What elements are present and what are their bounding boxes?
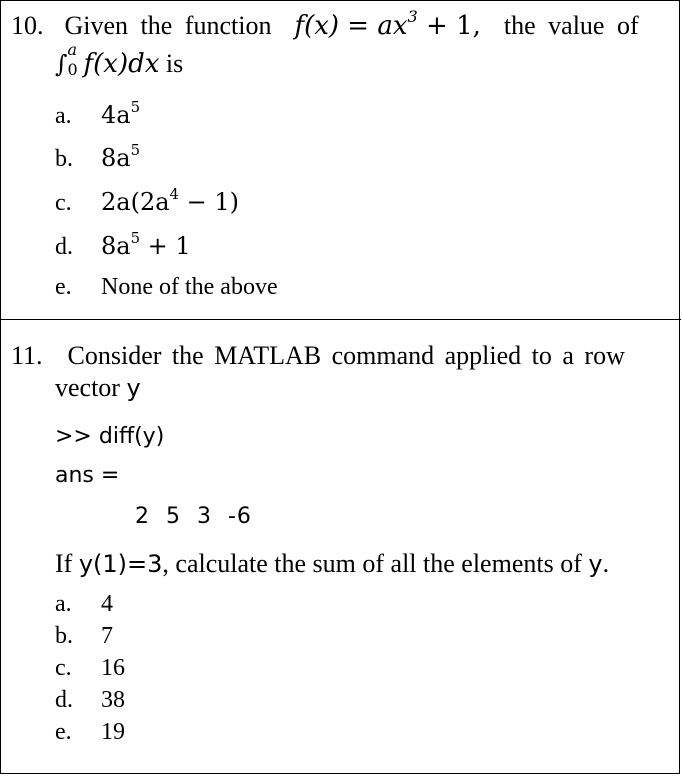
matlab-ans-label: ans = (55, 463, 120, 488)
q10-lead: Given the function (64, 11, 272, 40)
matlab-ans-values: 2 5 3 -6 (135, 504, 252, 529)
q10-option-c[interactable]: c. $2a(2a^4 - 1)$ (55, 184, 239, 216)
q11-number: 11. (11, 341, 43, 370)
q11-line2: vector y (55, 373, 141, 402)
q11-option-d[interactable]: d. 38 (55, 687, 125, 713)
q10-option-b[interactable]: b. $8a^5$ (55, 140, 141, 172)
q10-is: is (165, 49, 184, 78)
q11-title-line (11, 341, 625, 371)
q11-vector-var: y (126, 374, 141, 402)
q10-trail: the value of (503, 11, 639, 40)
q11-line1: Consider the MATLAB command applied to a row (67, 341, 625, 370)
integral-limits: a 0 (67, 40, 78, 79)
q11-option-c[interactable]: c. 16 (55, 655, 125, 681)
q10-function: $f(x) = ax^3 + 1$, (294, 6, 481, 41)
q11-option-e[interactable]: e. 19 (55, 719, 125, 745)
q11-option-a[interactable]: a. 4 (55, 591, 113, 617)
q10-integrand: f(x)dx (83, 49, 160, 79)
q11-question-line: If y(1)=3, calculate the sum of all the elements of y. (55, 549, 610, 578)
matlab-command: >> diff(y) (55, 424, 165, 449)
q10-option-a[interactable]: a. $4a^5$ (55, 97, 141, 129)
integral-sign: ∫ (55, 50, 68, 78)
q10-number: 10. (11, 11, 44, 40)
q10-title-line (11, 6, 639, 41)
q10-integral-line (55, 40, 184, 79)
q11-option-b[interactable]: b. 7 (55, 623, 113, 649)
q11-question-var: y (588, 550, 603, 578)
q10-option-d[interactable]: d. $8a^5 + 1$ (55, 228, 191, 260)
q10-option-e[interactable]: e. None of the above (55, 274, 278, 300)
section-divider (1, 319, 681, 320)
q11-condition: y(1)=3 (78, 550, 163, 578)
